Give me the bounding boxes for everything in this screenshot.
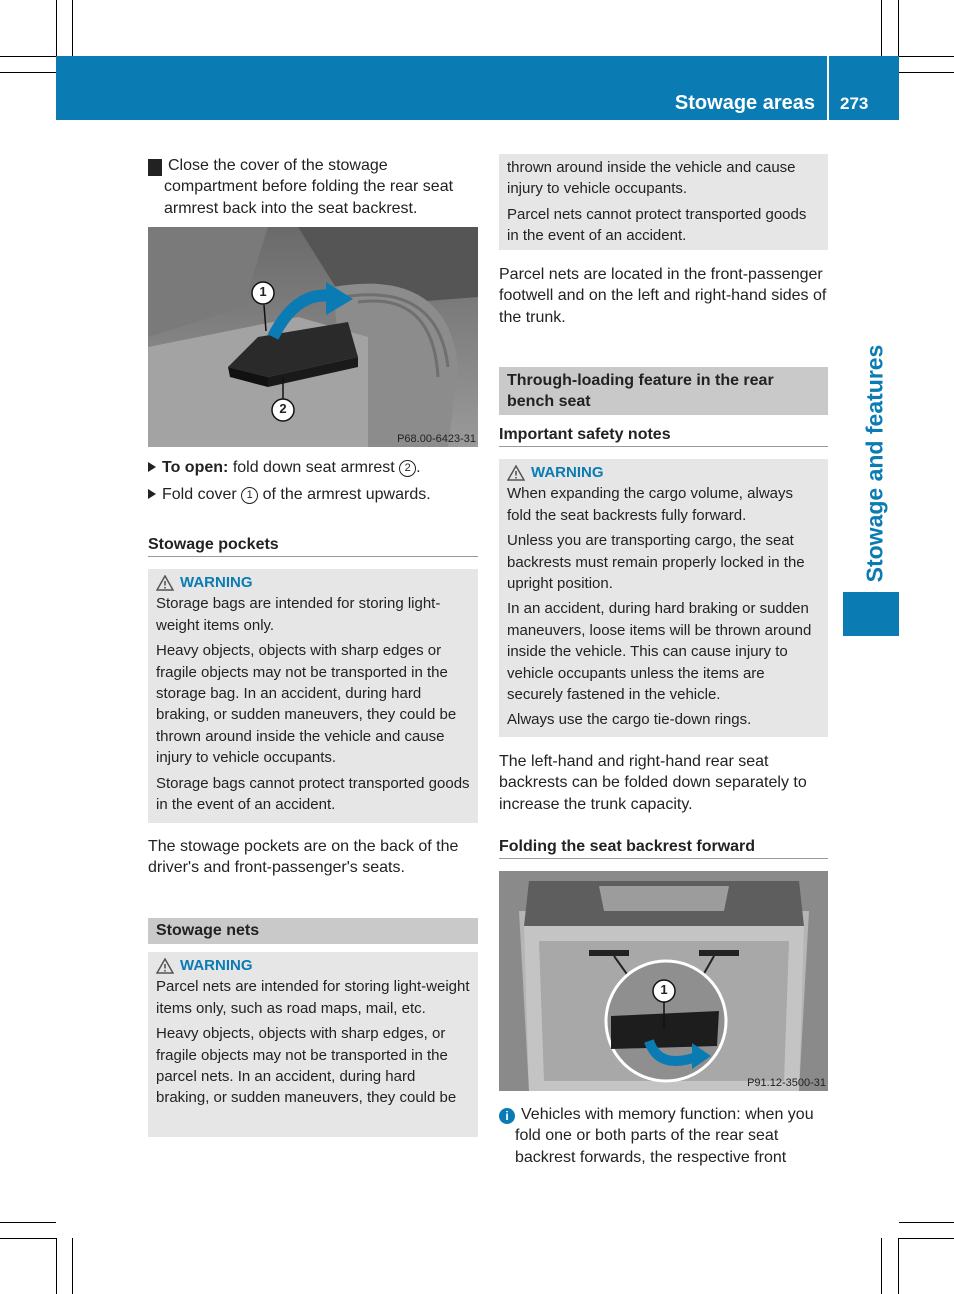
warning-text: Storage bags are intended for storing light-weight items only. [156, 595, 441, 634]
warning-header [156, 955, 470, 976]
safety-warning [499, 459, 828, 737]
warning-text: Unless you are transporting cargo, the seat backrests must remain properly locked in the upright position. [507, 532, 805, 593]
caution-text: Close the cover of the stowage compartment before folding the rear seat armrest back into the seat backrest. [164, 157, 454, 217]
warning-text: thrown around inside the vehicle and cause injury to vehicle occupants. [507, 159, 796, 198]
warning-text: Heavy objects, objects with sharp edges, or fragile objects may not be transported in the parcel nets. In an accident, during hard braking, or sudden maneuvers, they could be [156, 1025, 457, 1107]
warning-label: WARNING [180, 957, 253, 974]
step-fold-cover [148, 486, 478, 504]
armrest-figure [148, 227, 478, 447]
nets-warning-continued [499, 154, 828, 250]
chapter-tab [855, 340, 895, 590]
crop-mark [0, 56, 56, 57]
figure-code: P68.00-6423-31 [397, 433, 476, 445]
bullet-arrow-icon [148, 462, 156, 472]
header-divider [827, 56, 829, 120]
ref-badge: 2 [399, 460, 416, 477]
warning-triangle-icon [507, 465, 525, 481]
nets-warning [148, 952, 478, 1137]
warning-header [156, 572, 470, 593]
step-fold-text-b: of the armrest upwards. [262, 486, 431, 503]
callout-2: 2 [279, 401, 287, 416]
crop-mark [56, 0, 57, 56]
info-text: Vehicles with memory function: when you fold one or both parts of the rear seat backrest forwards, the respective front [515, 1106, 814, 1166]
stowage-nets-heading: Stowage nets [148, 918, 478, 944]
caution-icon: ! [148, 159, 162, 176]
pockets-paragraph: The stowage pockets are on the back of the driver's and front-passenger's seats. [148, 838, 459, 877]
warning-text: In an accident, during hard braking or sudden maneuvers, loose items will be thrown around inside the vehicle. This can cause injury to vehicle occupants unless the items are securely fastened in the vehicle. [507, 600, 812, 704]
warning-text: Parcel nets are intended for storing light-weight items only, such as road maps, mail, etc. [156, 978, 470, 1017]
crop-mark [72, 1238, 73, 1294]
crop-mark [899, 1238, 954, 1239]
chapter-tab-label: Stowage and features [861, 344, 888, 583]
info-icon: i [499, 1108, 515, 1124]
crop-mark [0, 1238, 56, 1239]
page-number: 273 [840, 94, 869, 113]
step-fold-text-a: Fold cover [162, 486, 237, 503]
crop-mark [899, 1222, 954, 1223]
callout-1: 1 [660, 982, 668, 997]
warning-label: WARNING [180, 574, 253, 591]
backrest-paragraph: The left-hand and right-hand rear seat backrests can be folded down separately to increase the trunk capacity. [499, 753, 807, 813]
ref-badge: 1 [241, 487, 258, 504]
figure-code: P91.12-3500-31 [747, 1077, 826, 1089]
warning-text: Parcel nets cannot protect transported goods in the event of an accident. [507, 205, 807, 245]
warning-text: Always use the cargo tie-down rings. [507, 711, 752, 729]
warning-triangle-icon [156, 575, 174, 591]
page-header [56, 56, 899, 120]
step-open: To open: fold down seat armrest 2 . [148, 459, 478, 477]
folding-heading: Folding the seat backrest forward [499, 838, 828, 859]
section-title: Stowage areas [674, 92, 815, 114]
nets-paragraph: Parcel nets are located in the front-passenger footwell and on the left and right-hand sides of the trunk. [499, 266, 827, 326]
crop-mark [899, 56, 954, 57]
crop-mark [881, 1238, 882, 1294]
armrest-illustration [148, 227, 478, 447]
warning-text: When expanding the cargo volume, always fold the seat backrests fully forward. [507, 485, 793, 524]
step-open-text: fold down seat armrest [232, 459, 395, 476]
stowage-pockets-heading: Stowage pockets [148, 536, 478, 557]
warning-header [507, 462, 820, 483]
pockets-warning [148, 569, 478, 823]
warning-text: Heavy objects, objects with sharp edges or fragile objects may not be transported in the storage bag. In an accident, during hard braking, or sudden maneuvers, they could be thrown around inside the vehicle and cause injury to vehicle occupants. [156, 642, 457, 767]
crop-mark [898, 1238, 899, 1294]
info-note [499, 1104, 829, 1168]
crop-mark [56, 1238, 57, 1294]
chapter-tab-marker [843, 592, 899, 636]
warning-text: Storage bags cannot protect transported goods in the event of an accident. [156, 774, 470, 814]
crop-mark [899, 72, 954, 73]
step-open-label: To open: [162, 459, 229, 476]
caution-note [144, 155, 478, 219]
crop-mark [0, 1222, 56, 1223]
through-loading-heading: Through-loading feature in the rear bench seat [499, 367, 828, 415]
crop-mark [72, 0, 73, 56]
safety-notes-heading: Important safety notes [499, 426, 828, 447]
crop-mark [0, 72, 56, 73]
warning-label: WARNING [531, 464, 604, 481]
trunk-figure [499, 871, 828, 1091]
bullet-arrow-icon [148, 489, 156, 499]
callout-1: 1 [259, 284, 267, 299]
warning-triangle-icon [156, 958, 174, 974]
crop-mark [881, 0, 882, 56]
crop-mark [898, 0, 899, 56]
trunk-illustration [499, 871, 828, 1091]
